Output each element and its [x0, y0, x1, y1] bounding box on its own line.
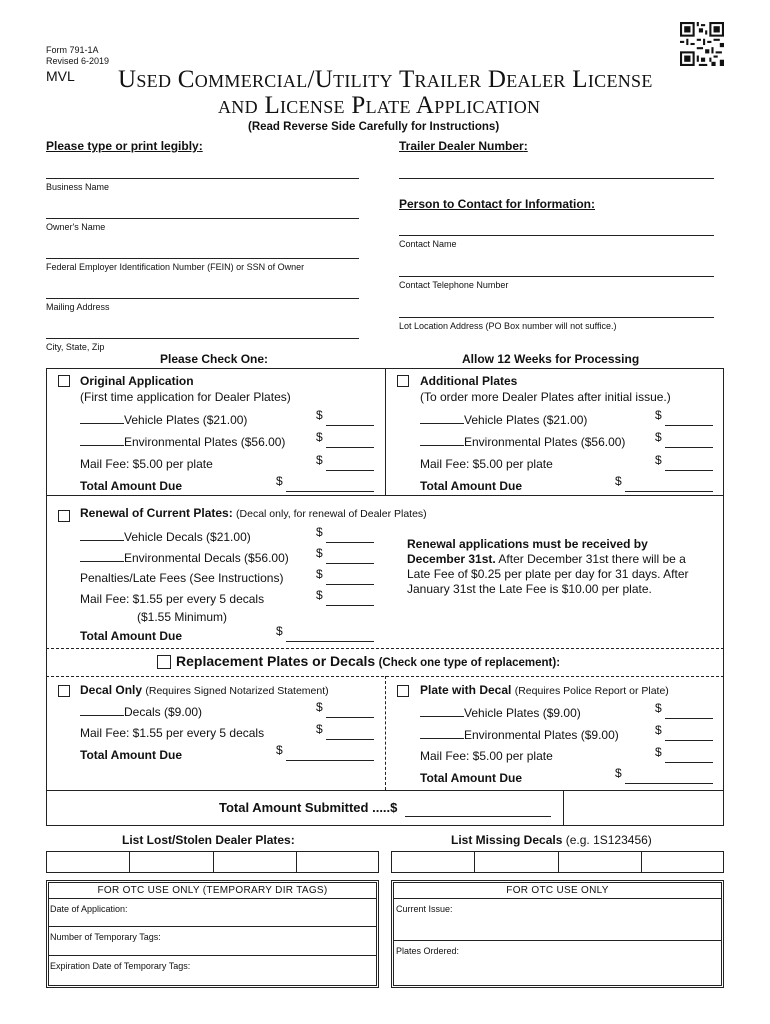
check-one-heading: Please Check One:	[160, 352, 269, 366]
contact-name-field[interactable]	[399, 235, 714, 236]
dollar-sign: $	[316, 408, 323, 422]
dealer-number-field[interactable]	[399, 178, 714, 179]
divider-renewal	[46, 495, 724, 496]
plate-with-decal-total-amount[interactable]	[625, 769, 713, 784]
otc-left-heading: FOR OTC USE ONLY (TEMPORARY DIR TAGS)	[97, 885, 328, 896]
decal-only-mail-amount[interactable]	[326, 725, 374, 740]
original-mail-fee: Mail Fee: $5.00 per plate	[80, 457, 213, 471]
dollar-sign: $	[655, 745, 662, 759]
renewal-minimum: ($1.55 Minimum)	[137, 610, 228, 624]
otc-left-line	[48, 955, 377, 956]
dollar-sign: $	[615, 474, 622, 488]
grid-divider	[474, 851, 475, 873]
renewal-env-amount[interactable]	[326, 549, 374, 564]
divider-total-right	[563, 790, 564, 826]
divider-replacement	[46, 648, 724, 649]
additional-plates-checkbox[interactable]	[397, 375, 409, 387]
print-legibly-heading: Please type or print legibly:	[46, 139, 203, 153]
renewal-mail-amount[interactable]	[326, 591, 374, 606]
fein-label: Federal Employer Identification Number (FEIN) or SSN of Owner	[46, 262, 305, 272]
plate-with-decal-vehicle-qty[interactable]	[420, 705, 464, 717]
renewal-total-label: Total Amount Due	[80, 629, 182, 643]
divider-total	[46, 790, 724, 791]
otc-date-label: Date of Application:	[50, 904, 128, 914]
grid-divider	[641, 851, 642, 873]
missing-decals-heading: List Missing Decals (e.g. 1S123456)	[451, 833, 652, 847]
additional-title: Additional Plates	[420, 374, 518, 388]
renewal-env-row: Environmental Decals ($56.00)	[80, 550, 289, 565]
additional-vehicle-qty[interactable]	[420, 412, 464, 424]
plate-with-decal-checkbox[interactable]	[397, 685, 409, 697]
dollar-sign: $	[655, 701, 662, 715]
renewal-vehicle-amount[interactable]	[326, 528, 374, 543]
dollar-sign: $	[276, 743, 283, 757]
original-total-label: Total Amount Due	[80, 479, 182, 493]
mailing-address-field[interactable]	[46, 298, 359, 299]
original-env-row: Environmental Plates ($56.00)	[80, 434, 285, 449]
agency-code: MVL	[46, 68, 75, 84]
otc-right-line	[393, 940, 722, 941]
dollar-sign: $	[316, 567, 323, 581]
divider-vertical	[385, 368, 386, 495]
dollar-sign: $	[316, 525, 323, 539]
business-name-field[interactable]	[46, 178, 359, 179]
grid-divider	[296, 851, 297, 873]
renewal-checkbox[interactable]	[58, 510, 70, 522]
dollar-sign: $	[316, 722, 323, 736]
plate-with-decal-vehicle-amount[interactable]	[665, 704, 713, 719]
otc-num-tags-label: Number of Temporary Tags:	[50, 932, 161, 942]
original-env-amount[interactable]	[326, 433, 374, 448]
dollar-sign: $	[316, 700, 323, 714]
dollar-sign: $	[655, 430, 662, 444]
grid-divider	[213, 851, 214, 873]
decal-only-decals-row: Decals ($9.00)	[80, 704, 202, 719]
original-title: Original Application	[80, 374, 194, 388]
otc-left-header-line	[48, 898, 377, 899]
contact-phone-label: Contact Telephone Number	[399, 280, 509, 290]
renewal-mail-fee: Mail Fee: $1.55 per every 5 decals	[80, 592, 265, 606]
city-state-zip-field[interactable]	[46, 338, 359, 339]
original-total-amount[interactable]	[286, 477, 374, 492]
decal-only-total-label: Total Amount Due	[80, 748, 182, 762]
divider-replacement-vertical	[385, 676, 386, 790]
additional-total-label: Total Amount Due	[420, 479, 522, 493]
plate-with-decal-total-label: Total Amount Due	[420, 771, 522, 785]
lot-location-field[interactable]	[399, 317, 714, 318]
revised-date: Revised 6-2019	[46, 56, 110, 66]
otc-plates-ordered-label: Plates Ordered:	[396, 946, 460, 956]
decal-only-mail-fee: Mail Fee: $1.55 per every 5 decals	[80, 726, 265, 740]
dollar-sign: $	[655, 408, 662, 422]
contact-name-label: Contact Name	[399, 239, 457, 249]
original-vehicle-row: Vehicle Plates ($21.00)	[80, 412, 247, 427]
renewal-vehicle-qty[interactable]	[80, 529, 124, 541]
plate-with-decal-env-row: Environmental Plates ($9.00)	[420, 727, 619, 742]
dollar-sign: $	[276, 474, 283, 488]
plate-with-decal-mail-fee: Mail Fee: $5.00 per plate	[420, 749, 553, 763]
replacement-heading: Replacement Plates or Decals (Check one type of replacement):	[176, 653, 561, 669]
renewal-notice: Renewal applications must be received by December 31st. After December 31st there will be a Late Fee of $0.25 per plate per day for 31 days. After January 31st the Late Fee is $10.00 per plate.	[407, 537, 689, 596]
replacement-checkbox[interactable]	[157, 655, 171, 669]
original-vehicle-qty[interactable]	[80, 412, 124, 424]
fein-field[interactable]	[46, 258, 359, 259]
dollar-sign: $	[655, 453, 662, 467]
additional-total-amount[interactable]	[625, 477, 713, 492]
decal-only-decals-amount[interactable]	[326, 703, 374, 718]
decal-only-total-amount[interactable]	[286, 746, 374, 761]
business-name-label: Business Name	[46, 182, 110, 192]
dollar-sign: $	[276, 624, 283, 638]
lost-stolen-heading: List Lost/Stolen Dealer Plates:	[122, 833, 295, 847]
original-env-qty[interactable]	[80, 434, 124, 446]
additional-vehicle-amount[interactable]	[665, 411, 713, 426]
grid-divider	[129, 851, 130, 873]
decal-only-heading: Decal Only (Requires Signed Notarized Statement)	[80, 683, 329, 697]
dollar-sign: $	[316, 453, 323, 467]
form-subtitle: (Read Reverse Side Carefully for Instructions)	[248, 121, 500, 133]
qr-code	[680, 22, 724, 66]
plate-with-decal-heading: Plate with Decal (Requires Police Report or Plate)	[420, 683, 669, 697]
renewal-env-qty[interactable]	[80, 550, 124, 562]
additional-env-amount[interactable]	[665, 433, 713, 448]
dollar-sign: $	[316, 588, 323, 602]
renewal-penalties-amount[interactable]	[326, 570, 374, 585]
additional-mail-fee: Mail Fee: $5.00 per plate	[420, 457, 553, 471]
form-number: Form 791-1A	[46, 45, 99, 55]
additional-env-row: Environmental Plates ($56.00)	[420, 434, 625, 449]
dollar-sign: $	[316, 430, 323, 444]
additional-vehicle-row: Vehicle Plates ($21.00)	[420, 412, 587, 427]
decal-only-checkbox[interactable]	[58, 685, 70, 697]
contact-phone-field[interactable]	[399, 276, 714, 277]
additional-env-qty[interactable]	[420, 434, 464, 446]
additional-note: (To order more Dealer Plates after initial issue.)	[420, 390, 671, 404]
dollar-sign: $	[615, 766, 622, 780]
city-state-zip-label: City, State, Zip	[46, 342, 105, 352]
form-title-line2: and License Plate Application	[218, 92, 541, 119]
otc-expiration-label: Expiration Date of Temporary Tags:	[50, 961, 191, 971]
plate-with-decal-vehicle-row: Vehicle Plates ($9.00)	[420, 705, 581, 720]
dollar-sign: $	[316, 546, 323, 560]
renewal-total-amount[interactable]	[286, 627, 374, 642]
mailing-address-label: Mailing Address	[46, 302, 110, 312]
form-title-line1: Used Commercial/Utility Trailer Dealer License	[118, 66, 653, 93]
owners-name-field[interactable]	[46, 218, 359, 219]
otc-right-heading: FOR OTC USE ONLY	[506, 885, 609, 896]
renewal-vehicle-row: Vehicle Decals ($21.00)	[80, 529, 251, 544]
otc-right-header-line	[393, 898, 722, 899]
owners-name-label: Owner's Name	[46, 222, 106, 232]
additional-mail-amount[interactable]	[665, 456, 713, 471]
original-mail-amount[interactable]	[326, 456, 374, 471]
dollar-sign: $	[655, 723, 662, 737]
grid-divider	[558, 851, 559, 873]
renewal-penalties: Penalties/Late Fees (See Instructions)	[80, 571, 284, 585]
processing-time: Allow 12 Weeks for Processing	[462, 352, 640, 366]
plate-with-decal-env-amount[interactable]	[665, 726, 713, 741]
plate-with-decal-mail-amount[interactable]	[665, 748, 713, 763]
dealer-number-heading: Trailer Dealer Number:	[399, 139, 528, 153]
otc-current-issue-label: Current Issue:	[396, 904, 453, 914]
total-submitted-label: Total Amount Submitted .....$	[219, 800, 398, 815]
otc-left-line	[48, 926, 377, 927]
plate-with-decal-env-qty[interactable]	[420, 727, 464, 739]
lot-location-label: Lot Location Address (PO Box number will not suffice.)	[399, 321, 617, 331]
original-application-checkbox[interactable]	[58, 375, 70, 387]
total-submitted-amount[interactable]	[405, 802, 551, 817]
original-vehicle-amount[interactable]	[326, 411, 374, 426]
renewal-heading: Renewal of Current Plates: (Decal only, for renewal of Dealer Plates)	[80, 506, 427, 520]
decal-only-qty[interactable]	[80, 704, 124, 716]
original-note: (First time application for Dealer Plates)	[80, 390, 291, 404]
contact-heading: Person to Contact for Information:	[399, 197, 595, 211]
